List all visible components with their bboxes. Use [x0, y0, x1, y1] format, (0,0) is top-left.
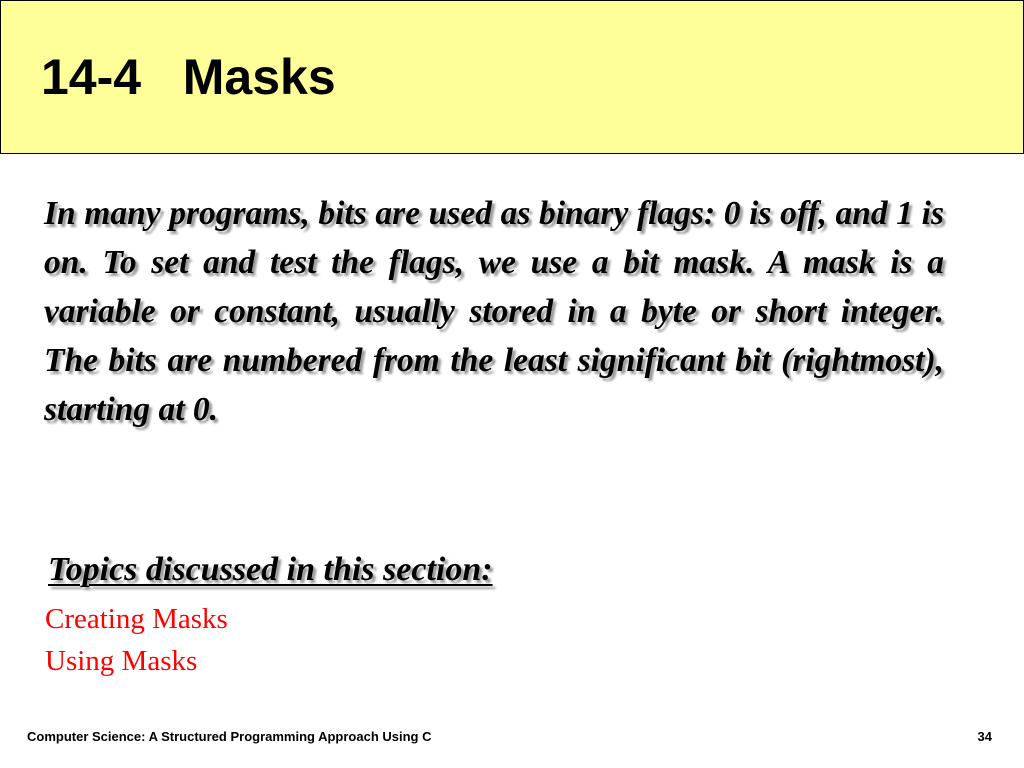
page-number: 34: [977, 729, 992, 744]
slide-title: 14-4 Masks: [41, 49, 336, 105]
topic-item-using-masks: Using Masks: [45, 645, 198, 677]
topics-list: [45, 598, 228, 682]
topic-item-creating-masks: Creating Masks: [45, 603, 228, 635]
topics-heading: Topics discussed in this section:: [48, 551, 493, 588]
footer-text: Computer Science: A Structured Programming Approach Using C: [27, 729, 432, 744]
title-bar: [0, 0, 1024, 154]
body-paragraph: In many programs, bits are used as binary flags: 0 is off, and 1 is on. To set and test the flags, we use a bit mask. A mask is a variable or constant, usually stored in a byte or short integer. The bits are numbered from the least significant bit (rightmost), starting at 0.: [44, 195, 944, 428]
